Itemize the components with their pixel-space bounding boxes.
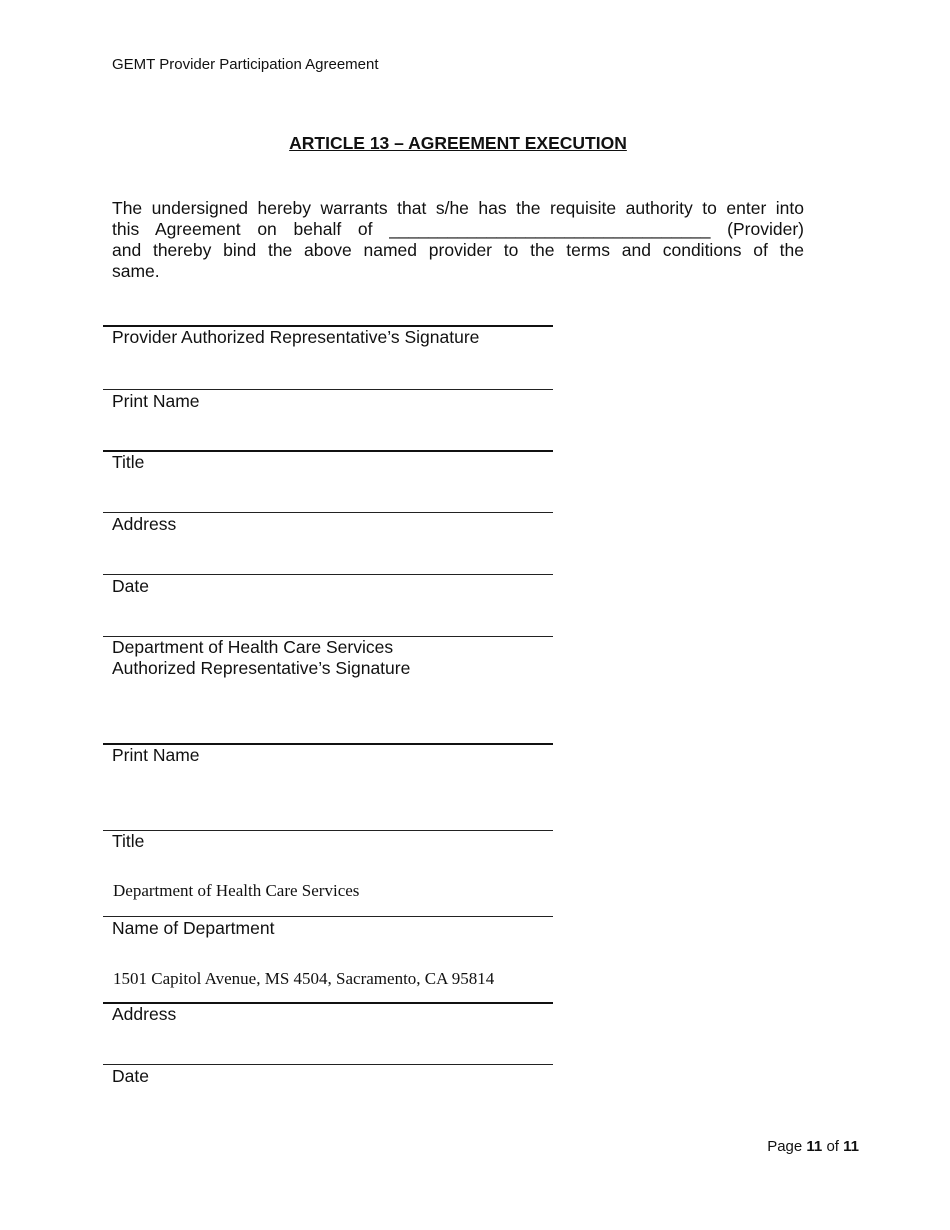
paragraph-line-2-end: (Provider) [727, 219, 804, 239]
dhcs-department-line[interactable] [103, 916, 553, 917]
warranty-paragraph [112, 198, 804, 282]
page-total: 11 [843, 1138, 859, 1155]
dhcs-signature-label-line-1: Department of Health Care Services [112, 637, 394, 657]
dhcs-address-value: 1501 Capitol Avenue, MS 4504, Sacramento, CA 95814 [113, 969, 495, 988]
dhcs-print-name-label: Print Name [112, 745, 200, 765]
dhcs-signature-label-line-2: Authorized Representative’s Signature [112, 658, 411, 678]
page-number [767, 1138, 859, 1155]
article-title: ARTICLE 13 – AGREEMENT EXECUTION [289, 133, 627, 153]
page-of: of [826, 1138, 839, 1155]
dhcs-title-label: Title [112, 831, 145, 851]
page-prefix: Page [767, 1138, 803, 1155]
provider-signature-label: Provider Authorized Representative’s Signature [112, 327, 480, 347]
provider-print-name-line[interactable] [103, 389, 553, 390]
paragraph-line-2 [112, 219, 804, 240]
provider-title-line[interactable] [103, 450, 553, 452]
dhcs-address-label: Address [112, 1004, 177, 1024]
paragraph-line-3: and thereby bind the above named provider to the terms and conditions of the [112, 240, 804, 260]
dhcs-title-line[interactable] [103, 830, 553, 831]
dhcs-department-label: Name of Department [112, 918, 275, 938]
provider-title-label: Title [112, 452, 145, 472]
page-current: 11 [806, 1138, 823, 1155]
dhcs-date-label: Date [112, 1066, 149, 1086]
provider-date-label: Date [112, 576, 149, 596]
provider-date-line[interactable] [103, 574, 553, 575]
paragraph-line-4: same. [112, 261, 160, 281]
paragraph-line-2-start: this Agreement on behalf of [112, 219, 373, 239]
paragraph-line-1: The undersigned hereby warrants that s/he has the requisite authority to enter into [112, 198, 804, 218]
provider-name-blank[interactable]: _________________________________ [389, 219, 711, 239]
dhcs-department-value: Department of Health Care Services [113, 881, 360, 900]
provider-print-name-label: Print Name [112, 391, 200, 411]
provider-address-line[interactable] [103, 512, 553, 513]
dhcs-date-line[interactable] [103, 1064, 553, 1065]
document-header: GEMT Provider Participation Agreement [112, 56, 379, 73]
provider-address-label: Address [112, 514, 177, 534]
